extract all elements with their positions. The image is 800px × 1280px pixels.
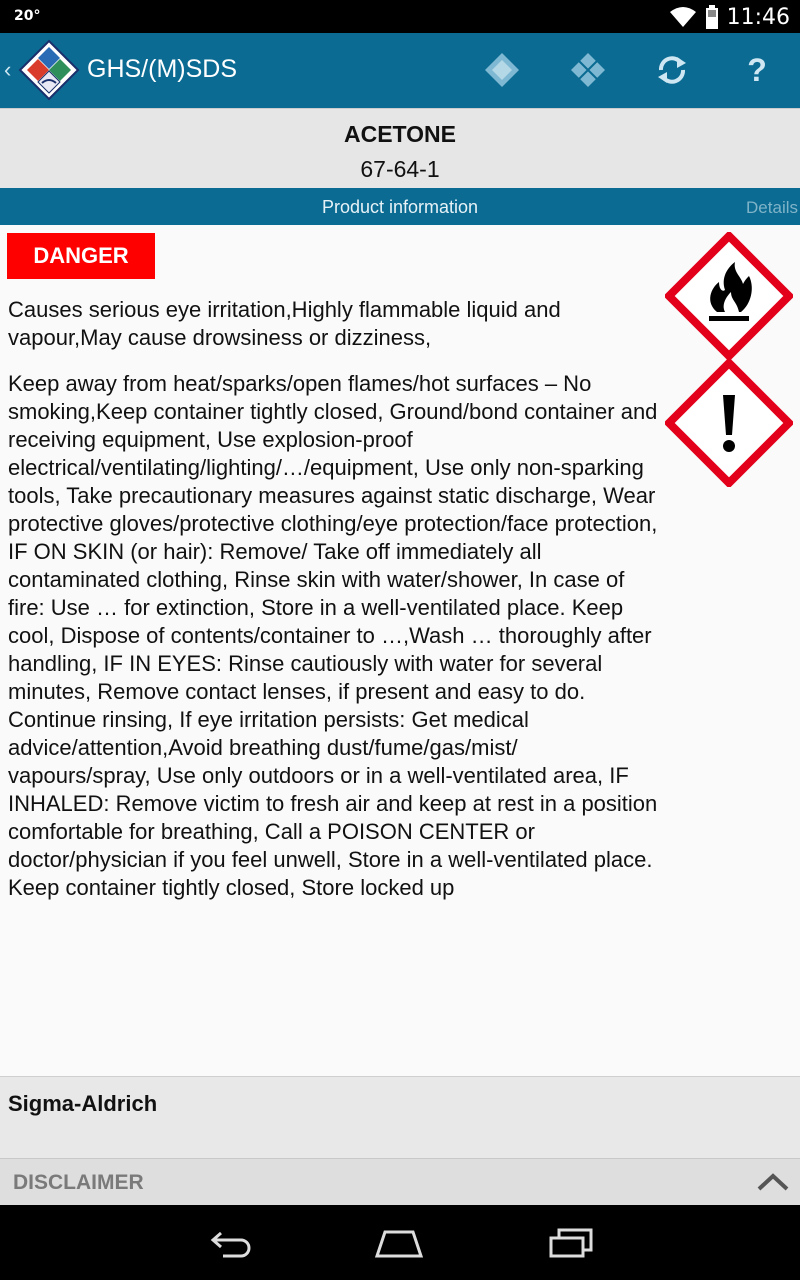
- refresh-icon[interactable]: [647, 45, 697, 95]
- flame-pictogram-icon: [665, 232, 793, 360]
- signal-word-badge: DANGER: [7, 233, 155, 279]
- disclaimer-section[interactable]: [0, 1158, 800, 1206]
- tab-product-information[interactable]: Product information: [321, 197, 479, 217]
- status-bar: [0, 0, 800, 33]
- app-logo-icon[interactable]: [18, 39, 80, 101]
- status-icons: [669, 4, 790, 30]
- recent-apps-button[interactable]: [541, 1221, 601, 1265]
- exclamation-pictogram-icon: [665, 359, 793, 487]
- precautionary-statements: Keep away from heat/sparks/open flames/hot surfaces – No smoking,Keep container tightly closed, Ground/bond container and receiving equipment, Use explosion-proof electrical/ventilating/lighting/…/equipment, Use only non-sparking tools, Take precautionary measures against static discharge, Wear protective gloves/protective clothing/eye protection/face protection, IF ON SKIN (or hair): Remove/ Take off immediately all contaminated clothing, Rinse skin with water/shower, In case of fire: Use … for extinction, Store in a well-ventilated place. Keep cool, Dispose of contents/container to …,Wash … thoroughly after handling, IF IN EYES: Rinse cautiously with water for several minutes, Remove contact lenses, if present and easy to do. Continue rinsing, If eye irritation persists: Get medical advice/attention,Avoid breathing dust/fume/gas/mist/ vapours/spray, Use only outdoors or in a well-ventilated area, IF INHALED: Remove victim to fresh air and keep at rest in a position comfortable for breathing, Call a POISON CENTER or doctor/physician if you feel unwell, Store in a well-ventilated place. Keep container tightly closed, Store locked up: [8, 371, 658, 900]
- hazard-statements: Causes serious eye irritation,Highly flammable liquid and vapour,May cause drowsiness or dizziness,: [8, 297, 561, 350]
- help-label: ?: [747, 51, 767, 88]
- back-icon: [205, 1228, 253, 1258]
- diamond-grid-icon[interactable]: [563, 45, 613, 95]
- tab-bar: [0, 188, 800, 225]
- disclaimer-label: DISCLAIMER: [13, 1171, 144, 1194]
- product-cas-number: 67-64-1: [360, 156, 440, 182]
- wifi-icon: [669, 6, 697, 28]
- status-time: 11:46: [726, 4, 790, 30]
- home-icon: [373, 1228, 425, 1258]
- help-icon[interactable]: [732, 45, 782, 95]
- supplier-name: Sigma-Aldrich: [8, 1091, 158, 1116]
- back-chevron-icon[interactable]: ‹: [4, 57, 12, 82]
- back-button[interactable]: [199, 1221, 259, 1265]
- status-temperature: 20°: [14, 8, 41, 24]
- product-name: ACETONE: [343, 121, 457, 147]
- home-button[interactable]: [369, 1221, 429, 1265]
- product-header: [0, 108, 800, 189]
- battery-icon: [705, 5, 719, 29]
- chevron-up-icon[interactable]: [756, 1169, 790, 1193]
- product-information-panel: [0, 225, 800, 1076]
- tab-details[interactable]: Details: [746, 198, 798, 217]
- recent-apps-icon: [547, 1228, 595, 1258]
- system-navigation-bar: [0, 1205, 800, 1280]
- supplier-section: [0, 1076, 800, 1159]
- diamond-icon[interactable]: [477, 45, 527, 95]
- app-title: GHS/(M)SDS: [87, 55, 237, 83]
- app-bar: [0, 33, 800, 108]
